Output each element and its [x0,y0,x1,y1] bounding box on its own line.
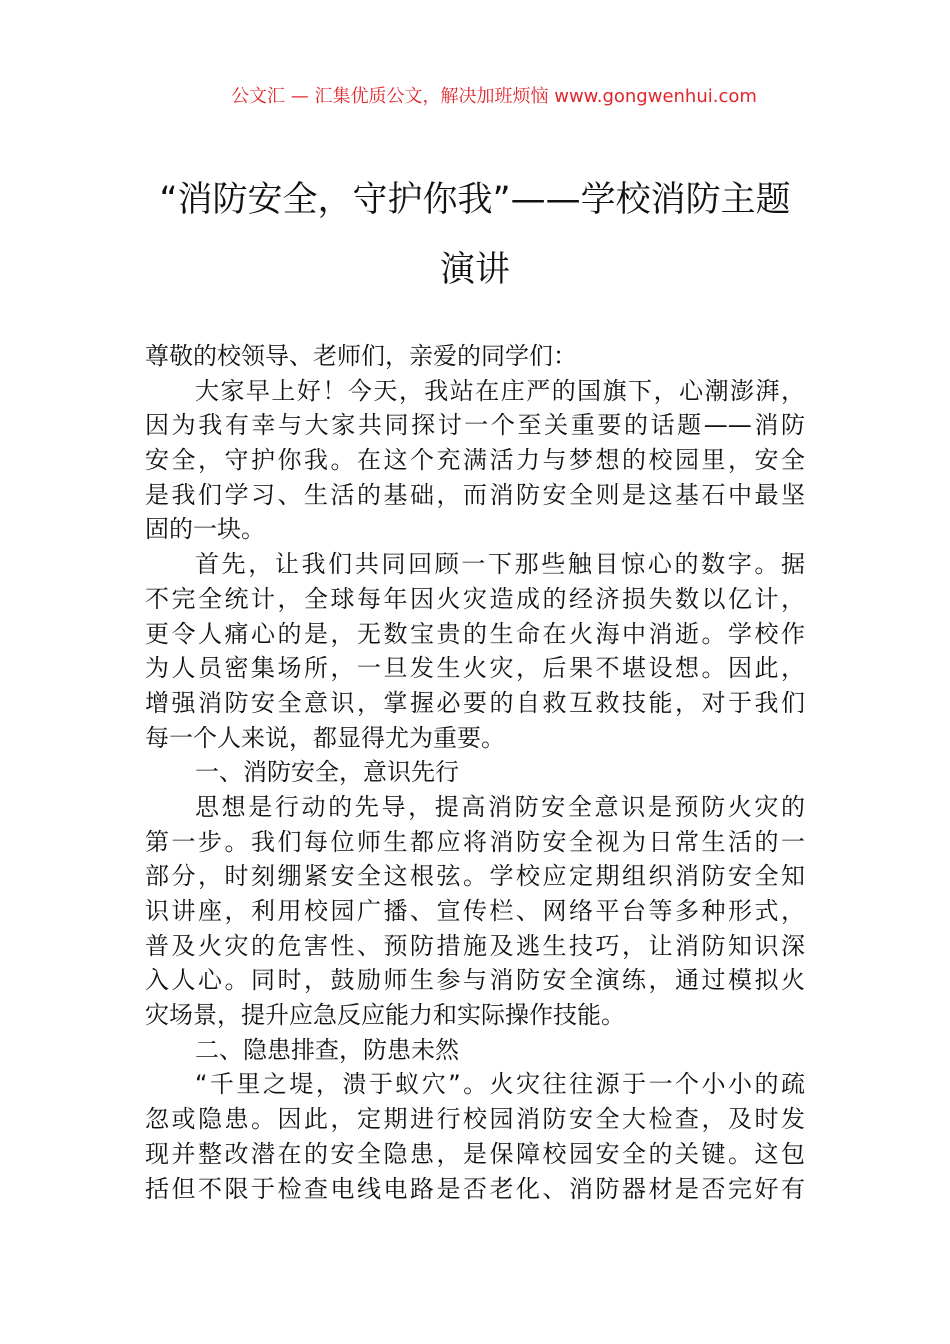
text-line: 安全，守护你我。在这个充满活力与梦想的校园里，安全 [145,446,805,475]
text-line: 是我们学习、生活的基础，而消防安全则是这基石中最坚 [145,480,805,509]
site-watermark-header: 公文汇 — 汇集优质公文，解决加班烦恼 www.gongwenhui.com [231,86,757,107]
paragraph [145,1067,805,1206]
text-line: 思想是行动的先导，提高消防安全意识是预防火灾的 [195,792,805,821]
paragraph [145,755,805,790]
text-line: “千里之堤，溃于蚁穴”。火灾往往源于一个小小的疏 [195,1070,805,1099]
text-line: 大家早上好！今天，我站在庄严的国旗下，心潮澎湃， [195,376,805,405]
text-line: 二、隐患排查，防患未然 [195,1035,459,1064]
paragraph [145,547,805,755]
text-line: 因为我有幸与大家共同探讨一个至关重要的话题——消防 [145,411,805,440]
text-line: 固的一块。 [145,515,265,544]
text-line: 更令人痛心的是，无数宝贵的生命在火海中消逝。学校作 [145,619,805,648]
paragraph [145,339,805,374]
text-line: 入人心。同时，鼓励师生参与消防安全演练，通过模拟火 [145,966,805,995]
text-line: 不完全统计，全球每年因火灾造成的经济损失数以亿计， [145,584,805,613]
text-line: 识讲座，利用校园广播、宣传栏、网络平台等多种形式， [145,897,805,925]
document-title: “消防安全，守护你我”——学校消防主题 [159,180,791,220]
paragraph [145,790,805,1033]
text-line: 括但不限于检查电线电路是否老化、消防器材是否完好有 [145,1174,805,1203]
text-line: 灾场景，提升应急反应能力和实际操作技能。 [145,1001,625,1030]
text-line: 第一步。我们每位师生都应将消防安全视为日常生活的一 [145,827,805,856]
paragraph [145,1033,805,1068]
paragraph [145,374,805,547]
text-line: 普及火灾的危害性、预防措施及逃生技巧，让消防知识深 [145,931,805,960]
text-line: 现并整改潜在的安全隐患，是保障校园安全的关键。这包 [145,1139,805,1168]
text-line: 忽或隐患。因此，定期进行校园消防安全大检查，及时发 [145,1105,805,1134]
document-title-line2: 演讲 [439,250,510,290]
text-line: 一、消防安全，意识先行 [195,758,459,787]
text-line: 增强消防安全意识，掌握必要的自救互救技能，对于我们 [145,688,805,717]
text-line: 每一个人来说，都显得尤为重要。 [145,723,505,752]
text-line: 为人员密集场所，一旦发生火灾，后果不堪设想。因此， [145,654,805,683]
document-body [145,339,805,1206]
text-line: 尊敬的校领导、老师们，亲爱的同学们： [145,342,577,370]
text-line: 部分，时刻绷紧安全这根弦。学校应定期组织消防安全知 [145,862,805,891]
text-line: 首先，让我们共同回顾一下那些触目惊心的数字。据 [195,550,805,579]
